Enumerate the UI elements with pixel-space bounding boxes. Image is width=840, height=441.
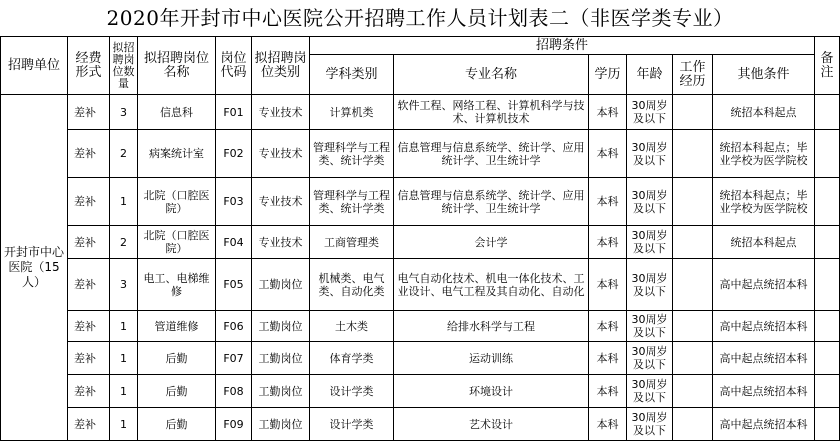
experience-cell [673, 311, 713, 342]
position-type-cell: 专业技术 [252, 95, 310, 130]
education-cell: 本科 [589, 342, 627, 375]
age-cell: 30周岁及以下 [627, 226, 673, 259]
remark-cell [815, 342, 840, 375]
position-name-cell: 信息科 [138, 95, 216, 130]
header-major: 专业名称 [394, 55, 589, 95]
funding-cell: 差补 [68, 95, 110, 130]
education-cell: 本科 [589, 375, 627, 408]
remark-cell [815, 408, 840, 441]
table-row [1, 375, 840, 408]
count-cell: 2 [110, 130, 138, 178]
header-position-name: 拟招聘岗位名称 [138, 37, 216, 95]
remark-cell [815, 226, 840, 259]
age-cell: 30周岁及以下 [627, 311, 673, 342]
experience-cell [673, 178, 713, 226]
experience-cell [673, 375, 713, 408]
funding-cell: 差补 [68, 311, 110, 342]
header-remark: 备注 [815, 37, 840, 95]
header-unit: 招聘单位 [1, 37, 68, 95]
age-cell: 30周岁及以下 [627, 375, 673, 408]
document-title: 2020年开封市中心医院公开招聘工作人员计划表二（非医学类专业） [106, 6, 734, 30]
table-row [1, 311, 840, 342]
subject-cell: 管理科学与工程类、统计学类 [310, 178, 394, 226]
position-type-cell: 专业技术 [252, 226, 310, 259]
funding-cell: 差补 [68, 259, 110, 311]
age-cell: 30周岁及以下 [627, 408, 673, 441]
recruitment-table [0, 36, 840, 441]
position-code-cell: F03 [216, 178, 252, 226]
unit-name-cell: 开封市中心医院（15人） [1, 95, 68, 441]
subject-cell: 计算机类 [310, 95, 394, 130]
remark-cell [815, 311, 840, 342]
major-cell: 运动训练 [394, 342, 589, 375]
count-cell: 1 [110, 375, 138, 408]
header-experience: 工作经历 [673, 55, 713, 95]
major-cell: 信息管理与信息系统学、统计学、应用统计学、卫生统计学 [394, 178, 589, 226]
count-cell: 1 [110, 178, 138, 226]
other-cell: 统招本科起点 [713, 95, 815, 130]
remark-cell [815, 95, 840, 130]
education-cell: 本科 [589, 178, 627, 226]
position-code-cell: F08 [216, 375, 252, 408]
major-cell: 艺术设计 [394, 408, 589, 441]
position-code-cell: F01 [216, 95, 252, 130]
experience-cell [673, 408, 713, 441]
subject-cell: 土木类 [310, 311, 394, 342]
header-conditions: 招聘条件 [310, 37, 815, 55]
subject-cell: 管理科学与工程类、统计学类 [310, 130, 394, 178]
position-type-cell: 工勤岗位 [252, 342, 310, 375]
table-body [1, 95, 840, 441]
education-cell: 本科 [589, 130, 627, 178]
education-cell: 本科 [589, 408, 627, 441]
position-code-cell: F07 [216, 342, 252, 375]
table-row [1, 342, 840, 375]
subject-cell: 机械类、电气类、自动化类 [310, 259, 394, 311]
funding-cell: 差补 [68, 130, 110, 178]
table-row [1, 259, 840, 311]
header-funding: 经费形式 [68, 37, 110, 95]
funding-cell: 差补 [68, 375, 110, 408]
funding-cell: 差补 [68, 226, 110, 259]
major-cell: 给排水科学与工程 [394, 311, 589, 342]
position-code-cell: F09 [216, 408, 252, 441]
position-name-cell: 后勤 [138, 408, 216, 441]
experience-cell [673, 226, 713, 259]
header-subject: 学科类别 [310, 55, 394, 95]
subject-cell: 设计学类 [310, 408, 394, 441]
position-type-cell: 专业技术 [252, 130, 310, 178]
position-name-cell: 管道维修 [138, 311, 216, 342]
remark-cell [815, 130, 840, 178]
position-name-cell: 后勤 [138, 342, 216, 375]
experience-cell [673, 259, 713, 311]
position-code-cell: F06 [216, 311, 252, 342]
age-cell: 30周岁及以下 [627, 342, 673, 375]
age-cell: 30周岁及以下 [627, 259, 673, 311]
funding-cell: 差补 [68, 178, 110, 226]
position-name-cell: 电工、电梯维修 [138, 259, 216, 311]
count-cell: 2 [110, 226, 138, 259]
header-education: 学历 [589, 55, 627, 95]
table-row [1, 178, 840, 226]
experience-cell [673, 95, 713, 130]
count-cell: 1 [110, 311, 138, 342]
count-cell: 3 [110, 95, 138, 130]
count-cell: 1 [110, 408, 138, 441]
position-type-cell: 工勤岗位 [252, 311, 310, 342]
remark-cell [815, 178, 840, 226]
count-cell: 1 [110, 342, 138, 375]
other-cell: 高中起点统招本科 [713, 408, 815, 441]
header-position-code: 岗位代码 [216, 37, 252, 95]
funding-cell: 差补 [68, 342, 110, 375]
subject-cell: 设计学类 [310, 375, 394, 408]
other-cell: 统招本科起点；毕业学校为医学院校 [713, 178, 815, 226]
education-cell: 本科 [589, 95, 627, 130]
position-type-cell: 工勤岗位 [252, 408, 310, 441]
other-cell: 高中起点统招本科 [713, 342, 815, 375]
count-cell: 3 [110, 259, 138, 311]
funding-cell: 差补 [68, 408, 110, 441]
table-header [1, 37, 840, 95]
position-name-cell: 北院（口腔医院） [138, 226, 216, 259]
table-row [1, 130, 840, 178]
position-name-cell: 病案统计室 [138, 130, 216, 178]
other-cell: 统招本科起点 [713, 226, 815, 259]
header-count: 拟招聘岗位数量 [110, 37, 138, 95]
position-code-cell: F04 [216, 226, 252, 259]
experience-cell [673, 130, 713, 178]
subject-cell: 体育学类 [310, 342, 394, 375]
position-name-cell: 后勤 [138, 375, 216, 408]
other-cell: 高中起点统招本科 [713, 259, 815, 311]
remark-cell [815, 375, 840, 408]
remark-cell [815, 259, 840, 311]
major-cell: 电气自动化技术、机电一体化技术、工业设计、电气工程及其自动化、自动化 [394, 259, 589, 311]
header-age: 年龄 [627, 55, 673, 95]
position-type-cell: 专业技术 [252, 178, 310, 226]
position-name-cell: 北院（口腔医院） [138, 178, 216, 226]
major-cell: 信息管理与信息系统学、统计学、应用统计学、卫生统计学 [394, 130, 589, 178]
table-row [1, 408, 840, 441]
major-cell: 环境设计 [394, 375, 589, 408]
major-cell: 会计学 [394, 226, 589, 259]
position-code-cell: F02 [216, 130, 252, 178]
header-other: 其他条件 [713, 55, 815, 95]
education-cell: 本科 [589, 226, 627, 259]
age-cell: 30周岁及以下 [627, 178, 673, 226]
other-cell: 高中起点统招本科 [713, 375, 815, 408]
position-code-cell: F05 [216, 259, 252, 311]
major-cell: 软件工程、网络工程、计算机科学与技术、计算机技术 [394, 95, 589, 130]
subject-cell: 工商管理类 [310, 226, 394, 259]
age-cell: 30周岁及以下 [627, 130, 673, 178]
position-type-cell: 工勤岗位 [252, 259, 310, 311]
table-row [1, 226, 840, 259]
other-cell: 统招本科起点；毕业学校为医学院校 [713, 130, 815, 178]
other-cell: 高中起点统招本科 [713, 311, 815, 342]
experience-cell [673, 342, 713, 375]
position-type-cell: 工勤岗位 [252, 375, 310, 408]
header-position-type: 拟招聘岗位类别 [252, 37, 310, 95]
age-cell: 30周岁及以下 [627, 95, 673, 130]
table-row [1, 95, 840, 130]
education-cell: 本科 [589, 311, 627, 342]
education-cell: 本科 [589, 259, 627, 311]
